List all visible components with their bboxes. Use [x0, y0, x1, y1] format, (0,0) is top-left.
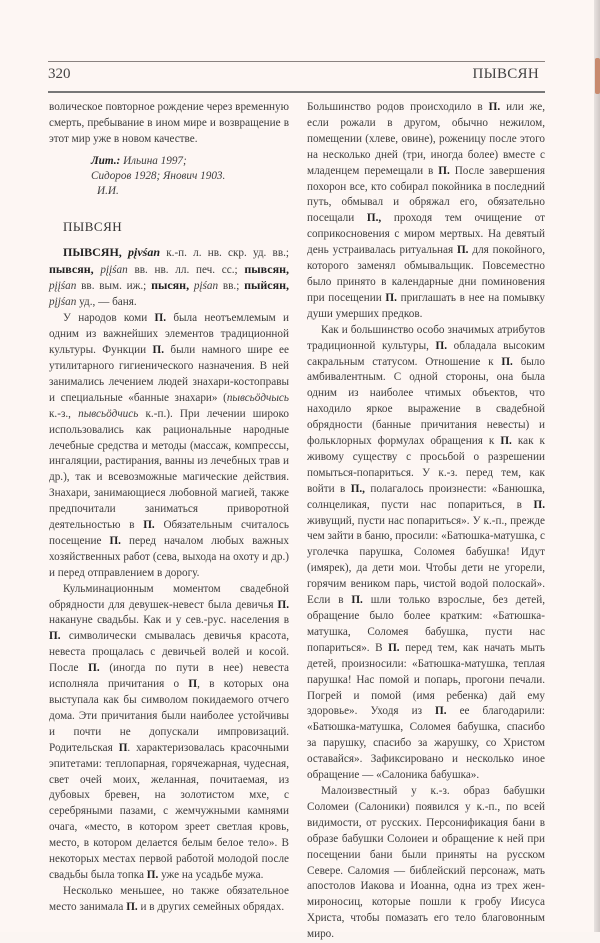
header-rule-bottom [48, 91, 545, 93]
dialect-labels: вв.; [222, 280, 240, 293]
previous-entry-ending: волическое повторное рождение через временную смерть, пребывание в ином мире и возвращение в этот мир уже в новом качестве. [49, 101, 289, 145]
entry-subheading: ПЫВСЯН [63, 218, 123, 234]
running-head: ПЫВСЯН [472, 66, 539, 82]
page-number: 320 [48, 66, 71, 82]
variant-transliteration: pįśan [193, 280, 219, 293]
literature-line-1: Ильина 1997; [123, 154, 187, 167]
term: пывсьöдчись [78, 407, 139, 420]
variant-transliteration: pįįśan [49, 280, 77, 293]
page-edge [594, 0, 600, 932]
variant-form: пыйсян, [244, 278, 290, 293]
variant-form: пывсян, [244, 261, 290, 276]
page-edge-mark [595, 58, 600, 94]
headword: ПЫВСЯН, [63, 244, 122, 259]
header-rule-top [48, 61, 545, 62]
body-paragraph: У народов коми П. была неотъемлемым и одним из важнейших элементов традиционной культуры. Функции П. были намного шире ее утилитарного гигиенического назначения. В ней занимались лечением людей знахари-костоправы и специальные «банные знахари» (пывсьöдчысь к.-з., пывсьöдчись к.-п.). При лечении широко использовались как рациональные народные лечебные средства и методы (массаж, компрессы, ингаляции, растирания, ванны из лечебных трав и др.), так и всевозможные магические действия. Знахари, занимающиеся любовной магией, также предпочитали заниматься приворотной деятельностью в П. Обязательным считалось посещение П. перед началом любых важных хозяйственных работ (сева, выхода на охоту и др.) и перед отправлением в дорогу. [49, 312, 289, 579]
body-paragraph: Большинство родов происходило в П. или же, если рожали в другом, обычно нежилом, помещении (хлеве, овине), роженицу после этого на несколько дней (три, иногда более) вместе с младенцем перемещали в П. После завершения похорон все, кто собирал покойника в последний путь, обмывал и обряжал его, обязательно посещали П., проходя тем очищение от соприкосновения с миром мертвых. На девятый день устраивалась ритуальная П. для покойного, которого заменял обмывальщик. Повсеместно было принято в календарные дни поминовения при посещении П. приглашать в нее на помывку души умерших предков. [307, 101, 545, 320]
variant-form: пысян, [151, 278, 190, 293]
literature-line-2: Сидоров 1928; Янович 1903. [91, 169, 226, 182]
dialect-labels: уд., — баня. [79, 296, 137, 309]
dialect-labels: вв. вым. иж.; [81, 280, 147, 293]
left-column [49, 100, 289, 916]
dialect-labels: вв. нв. лл. печ. сс.; [134, 263, 238, 276]
variant-transliteration: pįjśan [49, 296, 77, 309]
variant-form: пывсян, [49, 261, 94, 276]
author-initials: И.И. [97, 184, 119, 197]
term: пывсьöдчысь [226, 391, 289, 404]
body-paragraph: Малоизвестный у к.-з. образ бабушки Соломеи (Салоники) появился у к.-п., по всей видимости, от русских. Персонификация бани в образе бабушки Солоиеи и обращение к ней при посещении бани были приняты на русском Севере. Саломия — библейский персонаж, мать апостолов Иакова и Иоанна, одна из трех жен-мироносиц, которые пошли к гробу Иисуса Христа, чтобы помазать его тело благовонным миро. [307, 784, 545, 941]
body-paragraph: Кульминационным моментом свадебной обрядности для девушек-невест была девичья П. накануне свадьбы. Как и у сев.-рус. населения в П. символически смывалась девичья красота, невеста прощалась с девичьей волей и косой. После П. (иногда по пути в нее) невеста исполняла причитания о П, в которых она выступала как бы символом покидаемого отчего дома. Эти причитания были наиболее устойчивы и почти не допускали импровизаций. Родительская П. характеризовалась красочными эпитетами: теплопарная, горячежарная, чудесная, свет очей моих, желанная, почитаемая, из дубовых бревен, на золотистом мхе, с серебряными пазами, с жемчужными камнями очага, «место, в котором зреет светлая кровь, место, в котором делается белым белое тело». В некоторых местах первой работой молодой после свадьбы была топка П. уже на усадьбе мужа. [49, 582, 290, 881]
literature-label: Лит.: [91, 154, 121, 167]
right-column [307, 100, 545, 943]
body-paragraph: Как и большинство особо значимых атрибутов традиционной культуры, П. обладала высоким сакральным статусом. Отношение к П. было амбивалентным. С одной стороны, она была одним из наиболее чтимых объектов, что находило яркое выражение в свадебной обрядности (банные причитания невесты) и фольклорных формулах обращения к П. как к живому существу с просьбой о разрешении помыться-попариться. У к.-з. перед тем, как войти в П., полагалось произнести: «Банюшка, солнцеликая, пусти нас попариться, в П. живущий, пусти нас попариться». У к.-п., прежде чем зайти в баню, просили: «Батюшка-матушка, с уголечка парушка, Соломея бабушка! Идут (имярек), да дети мои. Чтобы дети не угорели, горячим веником парь, чистой водой полоскай». Если в П. шли только взрослые, без детей, обращение было более кратким: «Батюшка-матушка, Соломея бабушка, пусти нас попариться». В П. перед тем, как начать мыть детей, произносили: «Батюшка-матушка, теплая парушка! Нас помой и попарь, прогони печали. Погрей и помой (имя ребенка) дай ему здоровье». Уходя из П. ее благодарили: «Батюшка-матушка, Соломея бабушка, спасибо за парушку, спасибо за жарушку, со Христом оставайся». Зафиксировано и несколько иное обращение — «Салоника бабушка». [307, 323, 546, 782]
dialect-labels: к.-п. л. нв. скр. уд. вв.; [166, 246, 290, 259]
headword-transliteration: pįvśan [128, 244, 161, 259]
literature-references [91, 154, 289, 199]
body-paragraph: Несколько меньшее, но также обязательное место занимала П. и в других семейных обрядах. [49, 884, 289, 913]
variant-transliteration: pįįśan [100, 263, 128, 276]
entry-headword-paragraph [49, 245, 289, 312]
